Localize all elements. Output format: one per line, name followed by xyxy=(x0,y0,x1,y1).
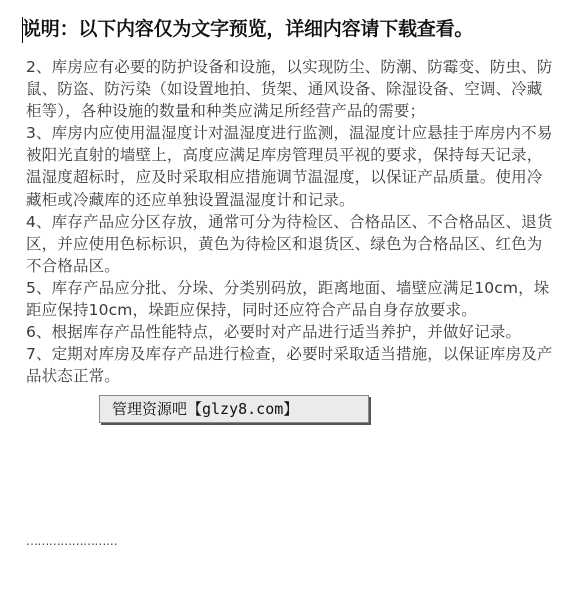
paragraph-5: 5、库存产品应分批、分垛、分类别码放，距离地面、墙壁应满足10cm，垛距应保持10cm，垛距应保持，同时还应符合产品自身存放要求。 xyxy=(26,278,550,320)
preview-notice: 说明：以下内容仅为文字预览，详细内容请下载查看。 xyxy=(22,18,474,40)
paragraph-2: 2、库房应有必要的防护设备和设施，以实现防尘、防潮、防霉变、防虫、防鼠、防盗、防污染（如设置地拍、货架、通风设备、除湿设备、空调、冷藏柜等），各种设施的数量和种类应满足所经营产品的需要； xyxy=(26,58,553,121)
paragraph-3: 3、库房内应使用温湿度计对温湿度进行监测，温湿度计应悬挂于库房内不易被阳光直射的墙壁上，高度应满足库房管理员平视的要求，保持每天记录，温湿度超标时，应及时采取相应措施调节温湿度，以保证产品质量。使用冷藏柜或冷藏库的还应单独设置温湿度计和记录。 xyxy=(26,124,553,209)
paragraph-6: 6、根据库存产品性能特点，必要时对产品进行适当养护，并做好记录。 xyxy=(26,323,522,342)
truncation-ellipsis: …………………… xyxy=(26,534,118,548)
watermark-banner: 管理资源吧【glzy8.com】 xyxy=(99,395,369,423)
paragraph-7: 7、定期对库房及库存产品进行检查，必要时采取适当措施，以保证库房及产品状态正常。 xyxy=(26,345,553,386)
paragraph-4: 4、库存产品应分区存放，通常可分为待检区、合格品区、不合格品区、退货区，并应使用色标标识，黄色为待检区和退货区、绿色为合格品区、红色为不合格品区。 xyxy=(26,212,553,275)
document-body xyxy=(26,56,556,387)
